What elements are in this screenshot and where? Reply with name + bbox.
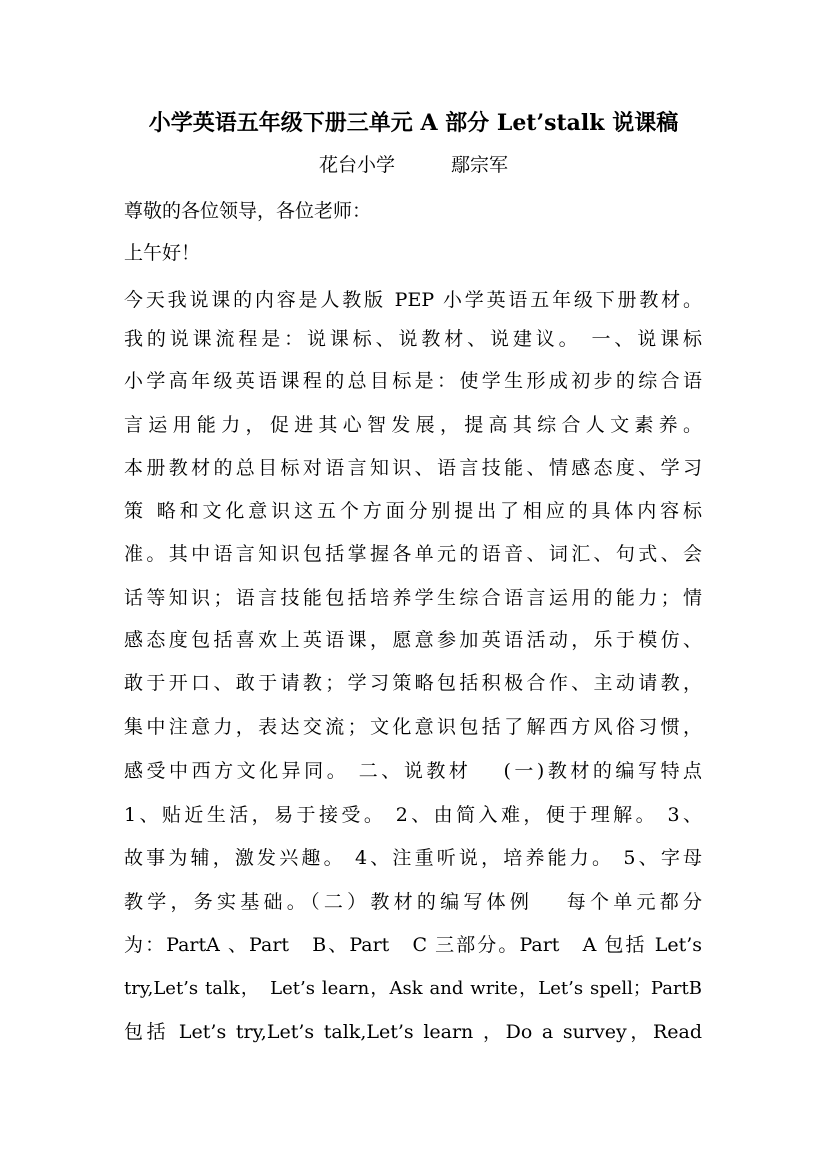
- paragraph-line: 教学，务实基础。（二）教材的编写体例 每个单元都分: [124, 891, 702, 913]
- paragraph-line: 小学高年级英语课程的总目标是：使学生形成初步的综合语: [124, 370, 702, 392]
- author-name: 鄢宗军: [451, 154, 509, 176]
- paragraph-line: 本册教材的总目标对语言知识、语言技能、情感态度、学习: [124, 457, 702, 479]
- paragraph-line: try,Let’s talk， Let’s learn，Ask and write，Let’s spell；PartB: [124, 978, 702, 999]
- greeting-line-2: 上午好！: [124, 242, 201, 264]
- paragraph-line: 1、贴近生活，易于接受。 2、由简入难，便于理解。 3、: [124, 804, 702, 826]
- paragraph-line: 我的说课流程是：说课标、说教材、说建议。 一、说课标: [124, 328, 702, 350]
- paragraph-line: 为：PartA 、Part B、Part C 三部分。Part A 包括 Let’s: [124, 934, 702, 956]
- paragraph-line: 策 略和文化意识这五个方面分别提出了相应的具体内容标: [124, 500, 702, 522]
- greeting-line: 尊敬的各位领导，各位老师：: [124, 200, 372, 222]
- paragraph-line: 今天我说课的内容是人教版 PEP 小学英语五年级下册教材。: [124, 289, 702, 311]
- school-name: 花台小学: [318, 154, 395, 176]
- paragraph-line: 感态度包括喜欢上英语课，愿意参加英语活动，乐于模仿、: [124, 629, 702, 651]
- paragraph-line: 感受中西方文化异同。 二、说教材 (一)教材的编写特点: [124, 760, 702, 782]
- paragraph-line: 包括 Let’s try,Let’s talk,Let’s learn ，Do a survey，Read: [124, 1021, 702, 1043]
- paragraph-line: 言运用能力，促进其心智发展，提高其综合人文素养。: [124, 414, 702, 436]
- document-title: 小学英语五年级下册三单元 A 部分 Let’stalk 说课稿: [148, 110, 679, 136]
- paragraph-line: 敢于开口、敢于请教；学习策略包括积极合作、主动请教，: [124, 672, 702, 694]
- paragraph-line: 故事为辅，激发兴趣。 4、注重听说，培养能力。 5、字母: [124, 847, 702, 869]
- paragraph-line: 集中注意力，表达交流；文化意识包括了解西方风俗习惯，: [124, 716, 702, 738]
- author-line: [120, 148, 707, 182]
- paragraph-line: 话等知识；语言技能包括培养学生综合语言运用的能力；情: [124, 587, 702, 609]
- paragraph-line: 准。其中语言知识包括掌握各单元的语音、词汇、句式、会: [124, 543, 702, 565]
